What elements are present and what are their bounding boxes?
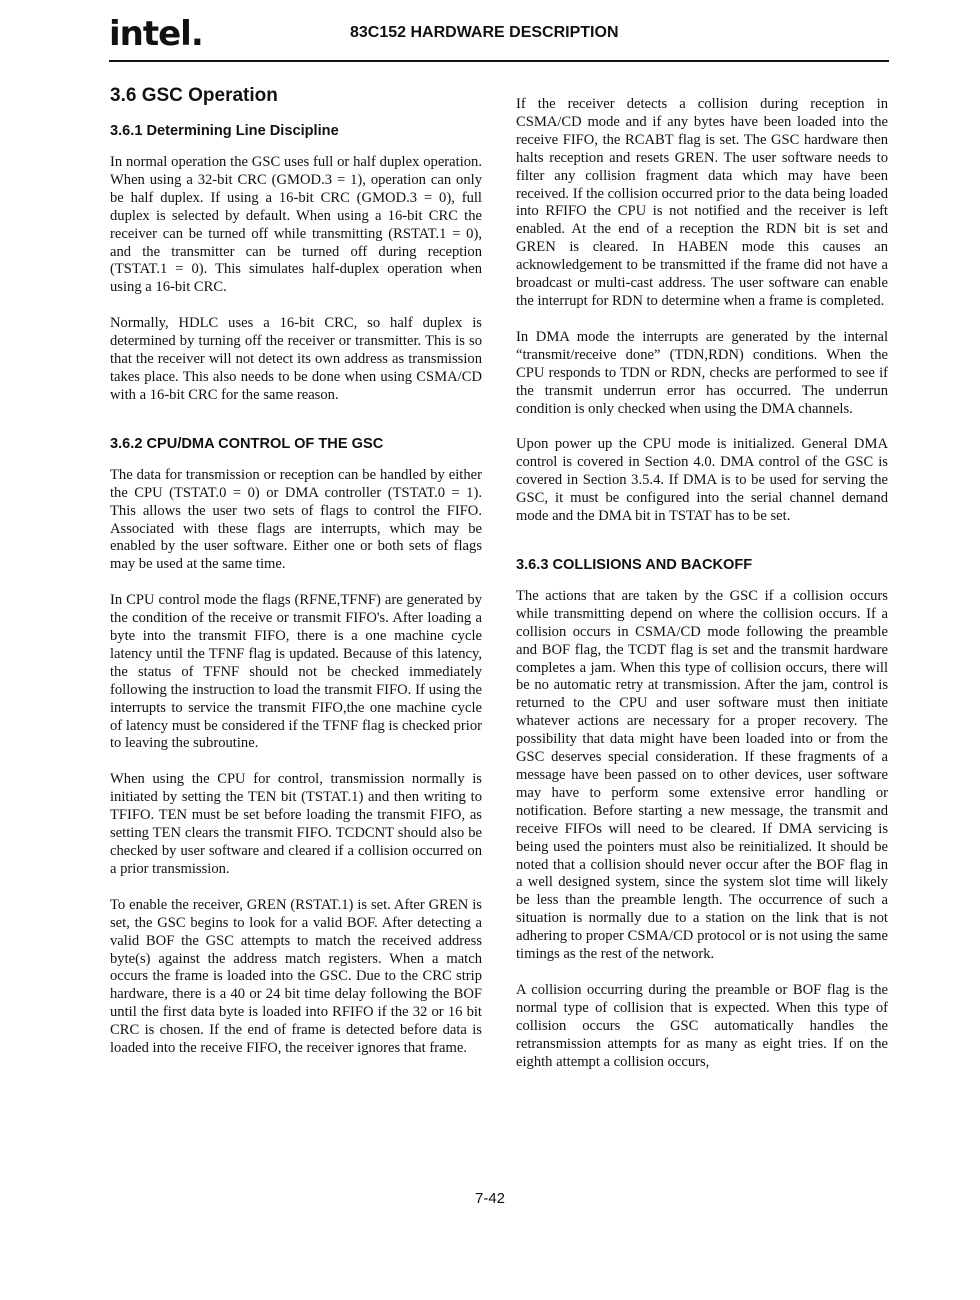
paragraph: A collision occurring during the preamble or BOF flag is the normal type of collision that is expected. When this type of collision occurs the GSC automatically handles the retransmission attempts for as many as eight tries. If on the eighth attempt a collision occurs, [516,981,888,1070]
left-column [110,84,482,1076]
subsection-title-collisions-backoff: 3.6.3 COLLISIONS AND BACKOFF [516,556,753,573]
document-header-title: 83C152 HARDWARE DESCRIPTION [350,24,619,41]
intel-logo: intel. [109,14,203,54]
page-number: 7-42 [474,1190,506,1207]
paragraph: When using the CPU for control, transmission normally is initiated by setting the TEN bit (TSTAT.1) and then writing to TFIFO. TEN must be set before loading the transmit FIFO, as setting TEN clears the transmit FIFO. TCDCNT should also be checked by user software and cleared if a collision occurred on a prior transmission. [110,771,482,877]
paragraph: In normal operation the GSC uses full or half duplex operation. When using a 32-bit CRC (GMOD.3 = 1), operation can only be half duplex. If using a 16-bit CRC (GMOD.3 = 0), full duplex is selected by default. When using a 16-bit CRC the receiver can be turned off while transmitting (RSTAT.1 = 0), and the transmitter can be turned off during reception (TSTAT.1 = 0). This simulates half-duplex operation when using a 16-bit CRC. [110,154,482,296]
paragraph: Upon power up the CPU mode is initialized. General DMA control is covered in Section 4.0. DMA control of the GSC is covered in Section 3.5.4. If DMA is to be used for serving the GSC, it must be configured into the serial channel demand mode and the DMA bit in TSTAT has to be set. [516,436,888,525]
subsection-title-cpu-dma-control: 3.6.2 CPU/DMA CONTROL OF THE GSC [110,435,384,452]
paragraph: The actions that are taken by the GSC if a collision occurs while transmitting depend on where the collision occurs. If a collision occurs in CSMA/CD mode following the preamble and BOF flag, the TCDT flag is set and the transmit hardware completes a jam. When this type of collision occurs, there will be no automatic retry at transmission. After the jam, control is returned to the CPU and user software must then initiate whatever actions are necessary for a proper recovery. The possibility that data might have been loaded into or from the GSC deserves special consideration. If these fragments of a message have been passed on to other devices, user software may have to perform some extensive error handling or notification. Before starting a new message, the transmit and receive FIFOs will need to be cleared. If DMA servicing is being used the pointers must also be reinitialized. It should be noted that a collision should never occur after the BOF flag in a well designed system, since the system slot time will likely be less than the preamble length. The occurrence of such a situation is normally due to a station on the link that is not adhering to proper CSMA/CD protocol or is not using the same timings as the rest of the network. [516,587,888,963]
section-title: 3.6 GSC Operation [110,85,278,106]
right-column [516,84,888,1090]
paragraph: To enable the receiver, GREN (RSTAT.1) is set. After GREN is set, the GSC begins to look for a valid BOF. After detecting a valid BOF the GSC attempts to match the received address byte(s) against the address match registers. When a match occurs the frame is loaded into the GSC. Due to the CRC strip hardware, there is a 40 or 24 bit time delay following the BOF until the first data byte is loaded into RFIFO if the 32 or 16 bit CRC is chosen. If the end of frame is detected before data is loaded into the receive FIFO, the receiver ignores that frame. [110,896,482,1057]
paragraph: If the receiver detects a collision during reception in CSMA/CD mode and if any bytes have been loaded into the receive FIFO, the RCABT flag is set. The GSC hardware then halts reception and resets GREN. The user software needs to filter any collision fragment data which may have been received. If the collision occurred prior to the data being loaded into RFIFO the CPU is not notified and the receiver is left enabled. At the end of a reception the RDN bit is set and GREN is cleared. In HABEN mode this causes an acknowledgement to be transmitted if the frame did not have a broadcast or multi-cast address. The user software can enable the interrupt for RDN to determine when a frame is completed. [516,96,888,309]
header-rule [109,60,889,62]
paragraph: The data for transmission or reception can be handled by either the CPU (TSTAT.0 = 0) or DMA controller (TSTAT.0 = 1). This allows the user two sets of flags to control the FIFO. Associated with these flags are interrupts, which may be enabled by the user software. Either one or both sets of flags may be used at the same time. [110,466,482,573]
paragraph: Normally, HDLC uses a 16-bit CRC, so half duplex is determined by turning off the receiver or transmitter. This is so that the receiver will not detect its own address as transmission takes place. This also needs to be done when using CSMA/CD with a 16-bit CRC for the same reason. [110,315,482,403]
subsection-title-line-discipline: 3.6.1 Determining Line Discipline [110,123,339,139]
paragraph: In DMA mode the interrupts are generated by the internal “transmit/receive done” (TDN,RDN) conditions. When the CPU responds to TDN or RDN, checks are performed to see if the transmit underrun error has occurred. The underrun condition is only checked when using the DMA channels. [516,328,888,417]
paragraph: In CPU control mode the flags (RFNE,TFNF) are generated by the condition of the receive or transmit FIFO's. After loading a byte into the transmit FIFO, there is a one machine cycle latency until the TFNF flag is updated. Because of this latency, the status of TFNF should not be checked immediately following the instruction to load the transmit FIFO. If using the interrupts to service the transmit FIFO,the one machine cycle of latency must be considered if the TFNF flag is checked prior to leaving the subroutine. [110,592,482,752]
